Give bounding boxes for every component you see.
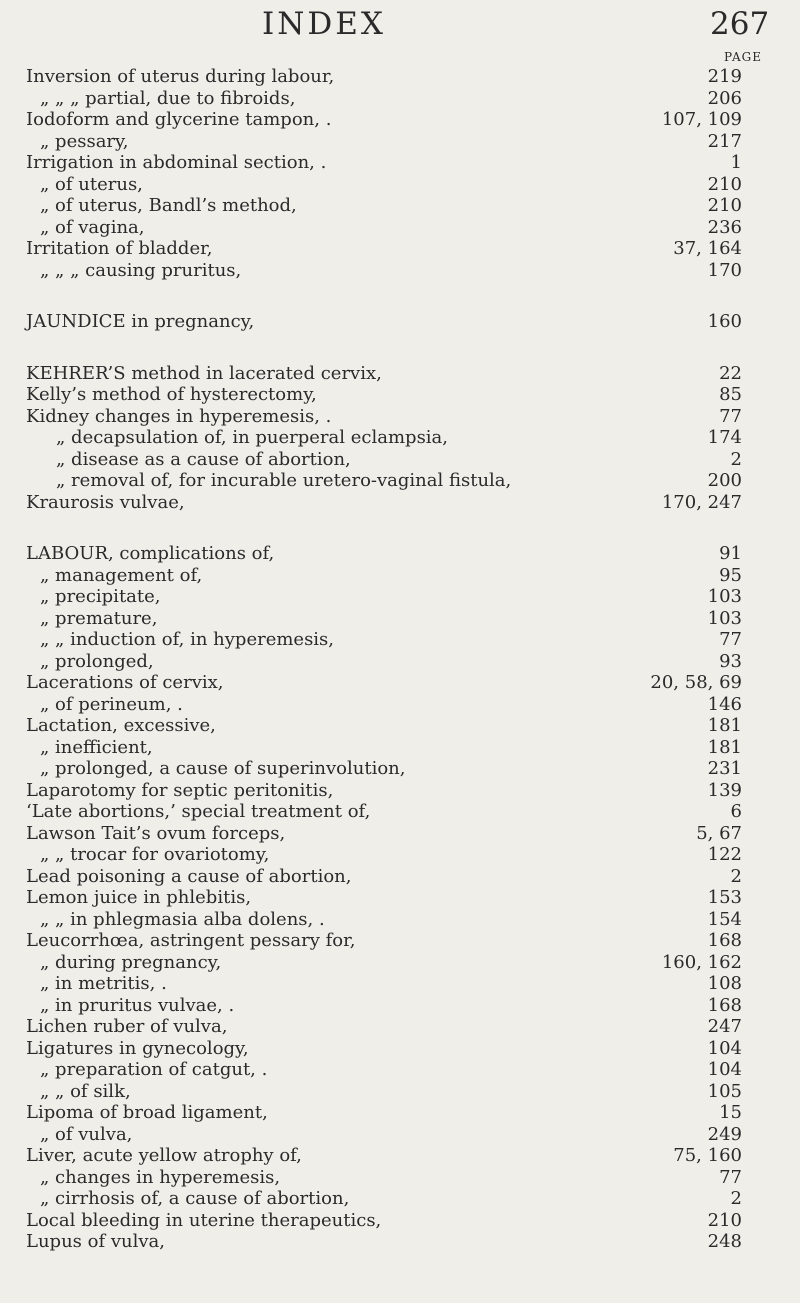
- entry-text: Iodoform and glycerine tampon, .: [26, 109, 332, 130]
- index-entry: [0, 470, 800, 492]
- entry-pages: 248: [707, 1231, 742, 1252]
- entry-pages: 15: [719, 1102, 742, 1123]
- page-number: 267: [710, 6, 770, 42]
- index-entry: [0, 492, 800, 514]
- entry-text: Kraurosis vulvae,: [26, 491, 185, 513]
- index-entry: [0, 1038, 800, 1060]
- entry-text: Local bleeding in uterine therapeutics,: [26, 1209, 382, 1231]
- entry-pages: 139: [707, 779, 742, 801]
- index-entry: [0, 109, 800, 131]
- entry-pages: 2: [730, 448, 742, 470]
- entry-pages: 93: [719, 650, 742, 672]
- index-entry: [0, 823, 800, 845]
- entry-pages: 5, 67: [696, 822, 742, 844]
- index-entry: [0, 1102, 800, 1124]
- entry-pages: 217: [707, 130, 742, 152]
- index-entry: [0, 88, 800, 110]
- index-list: [0, 66, 800, 1253]
- entry-text: „ pessary,: [40, 130, 129, 152]
- index-entry: [0, 1188, 800, 1210]
- entry-text: „ of uterus,: [40, 173, 143, 195]
- entry-pages: 77: [719, 1166, 742, 1188]
- index-entry: [0, 694, 800, 716]
- index-entry: [0, 952, 800, 974]
- index-entry: [0, 195, 800, 217]
- entry-text: Liver, acute yellow atrophy of,: [26, 1145, 302, 1166]
- index-entry: [0, 909, 800, 931]
- entry-text: LABOUR, complications of,: [26, 543, 275, 564]
- entry-text: Ligatures in gynecology,: [26, 1037, 249, 1059]
- entry-pages: 206: [707, 87, 742, 109]
- entry-pages: 105: [707, 1080, 742, 1102]
- index-entry: [0, 565, 800, 587]
- entry-pages: 1: [730, 152, 742, 173]
- entry-pages: 153: [707, 887, 742, 908]
- entry-pages: 160: [707, 311, 742, 332]
- entry-pages: 210: [707, 195, 742, 216]
- index-entry: [0, 1124, 800, 1146]
- index-entry: [0, 672, 800, 694]
- index-entry: [0, 543, 800, 565]
- section-gap: [0, 333, 800, 363]
- entry-pages: 170: [707, 259, 742, 281]
- entry-pages: 249: [707, 1123, 742, 1145]
- entry-text: Lemon juice in phlebitis,: [26, 887, 252, 908]
- entry-pages: 174: [707, 427, 742, 448]
- entry-text: Laparotomy for septic peritonitis,: [26, 779, 334, 801]
- entry-text: „ changes in hyperemesis,: [40, 1166, 281, 1188]
- entry-text: „ cirrhosis of, a cause of abortion,: [40, 1188, 350, 1209]
- index-entry: [0, 238, 800, 260]
- page-title: INDEX: [262, 6, 386, 42]
- entry-pages: 210: [707, 173, 742, 195]
- entry-text: „ prolonged,: [40, 650, 154, 672]
- index-entry: [0, 608, 800, 630]
- index-entry: [0, 866, 800, 888]
- entry-pages: 146: [707, 693, 742, 715]
- entry-pages: 160, 162: [661, 951, 742, 973]
- entry-pages: 20, 58, 69: [650, 672, 742, 693]
- entry-text: Leucorrhœa, astringent pessary for,: [26, 930, 356, 951]
- entry-text: „ „ in phlegmasia alba dolens, .: [40, 908, 325, 930]
- entry-pages: 210: [707, 1209, 742, 1231]
- entry-text: „ prolonged, a cause of superinvolution,: [40, 758, 406, 779]
- index-entry: [0, 995, 800, 1017]
- page-column-label: PAGE: [724, 50, 762, 64]
- entry-pages: 122: [707, 844, 742, 865]
- entry-text: Lactation, excessive,: [26, 715, 216, 736]
- entry-text: „ during pregnancy,: [40, 951, 222, 973]
- entry-text: „ inefficient,: [40, 736, 153, 758]
- index-entry: [0, 715, 800, 737]
- entry-text: Irritation of bladder,: [26, 238, 213, 259]
- index-entry: [0, 427, 800, 449]
- entry-pages: 168: [707, 994, 742, 1016]
- entry-pages: 104: [707, 1037, 742, 1059]
- index-entry: [0, 363, 800, 385]
- index-entry: [0, 1081, 800, 1103]
- entry-text: „ „ „ partial, due to fibroids,: [40, 87, 296, 109]
- entry-text: Kelly’s method of hysterectomy,: [26, 384, 317, 405]
- index-entry: [0, 131, 800, 153]
- entry-text: „ „ induction of, in hyperemesis,: [40, 629, 335, 650]
- index-entry: [0, 1059, 800, 1081]
- entry-text: Inversion of uterus during labour,: [26, 66, 335, 87]
- index-entry: [0, 586, 800, 608]
- entry-pages: 75, 160: [673, 1145, 742, 1166]
- entry-pages: 37, 164: [673, 238, 742, 259]
- index-entry: [0, 217, 800, 239]
- entry-pages: 91: [719, 543, 742, 564]
- index-entry: [0, 260, 800, 282]
- entry-text: Lupus of vulva,: [26, 1231, 165, 1252]
- entry-pages: 2: [730, 1188, 742, 1209]
- entry-text: „ in metritis, .: [40, 973, 167, 994]
- index-entry: [0, 174, 800, 196]
- entry-text: Lipoma of broad ligament,: [26, 1102, 268, 1123]
- entry-text: Lichen ruber of vulva,: [26, 1016, 228, 1037]
- entry-pages: 181: [707, 736, 742, 758]
- index-entry: [0, 384, 800, 406]
- entry-text: „ precipitate,: [40, 586, 161, 607]
- index-entry: [0, 844, 800, 866]
- entry-pages: 22: [719, 362, 742, 384]
- index-entry: [0, 887, 800, 909]
- entry-pages: 6: [730, 801, 742, 822]
- entry-text: „ preparation of catgut, .: [40, 1059, 268, 1080]
- entry-pages: 200: [707, 470, 742, 491]
- entry-text: „ removal of, for incurable uretero-vaginal fistula,: [56, 470, 512, 491]
- entry-pages: 170, 247: [661, 491, 742, 513]
- entry-text: „ disease as a cause of abortion,: [56, 448, 351, 470]
- entry-text: ‘Late abortions,’ special treatment of,: [26, 801, 371, 822]
- entry-pages: 107, 109: [661, 109, 742, 130]
- entry-text: „ in pruritus vulvae, .: [40, 994, 235, 1016]
- entry-text: Irrigation in abdominal section, .: [26, 152, 327, 173]
- entry-pages: 154: [707, 908, 742, 930]
- index-entry: [0, 1167, 800, 1189]
- entry-text: „ management of,: [40, 564, 203, 586]
- entry-text: Lacerations of cervix,: [26, 672, 224, 693]
- index-entry: [0, 311, 800, 333]
- index-entry: [0, 973, 800, 995]
- index-entry: [0, 651, 800, 673]
- section-gap: [0, 513, 800, 543]
- index-entry: [0, 737, 800, 759]
- index-entry: [0, 152, 800, 174]
- entry-pages: 2: [730, 865, 742, 887]
- entry-text: „ of uterus, Bandl’s method,: [40, 195, 297, 216]
- index-entry: [0, 1016, 800, 1038]
- index-entry: [0, 629, 800, 651]
- entry-text: „ „ of silk,: [40, 1080, 131, 1102]
- index-entry: [0, 1231, 800, 1253]
- entry-text: „ of vulva,: [40, 1123, 133, 1145]
- entry-pages: 219: [707, 66, 742, 87]
- entry-text: „ „ „ causing pruritus,: [40, 259, 242, 281]
- entry-pages: 108: [707, 973, 742, 994]
- entry-pages: 104: [707, 1059, 742, 1080]
- index-entry: [0, 930, 800, 952]
- entry-text: „ „ trocar for ovariotomy,: [40, 844, 270, 865]
- entry-pages: 85: [719, 384, 742, 405]
- entry-pages: 103: [707, 607, 742, 629]
- index-entry: [0, 1145, 800, 1167]
- entry-text: Lawson Tait’s ovum forceps,: [26, 822, 286, 844]
- entry-text: JAUNDICE in pregnancy,: [26, 311, 255, 332]
- entry-text: „ of perineum, .: [40, 693, 183, 715]
- entry-pages: 77: [719, 629, 742, 650]
- entry-pages: 236: [707, 216, 742, 238]
- entry-pages: 181: [707, 715, 742, 736]
- entry-text: „ premature,: [40, 607, 158, 629]
- section-gap: [0, 281, 800, 311]
- index-entry: [0, 66, 800, 88]
- entry-text: Kidney changes in hyperemesis, .: [26, 405, 332, 427]
- entry-pages: 77: [719, 405, 742, 427]
- entry-pages: 95: [719, 564, 742, 586]
- entry-text: Lead poisoning a cause of abortion,: [26, 865, 352, 887]
- entry-pages: 103: [707, 586, 742, 607]
- entry-text: „ of vagina,: [40, 216, 145, 238]
- index-entry: [0, 801, 800, 823]
- index-entry: [0, 758, 800, 780]
- page-header: [0, 0, 800, 64]
- entry-pages: 231: [707, 758, 742, 779]
- entry-text: KEHRER’S method in lacerated cervix,: [26, 362, 382, 384]
- index-entry: [0, 449, 800, 471]
- index-entry: [0, 780, 800, 802]
- entry-text: „ decapsulation of, in puerperal eclampsia,: [56, 427, 449, 448]
- entry-pages: 247: [707, 1016, 742, 1037]
- index-entry: [0, 406, 800, 428]
- index-entry: [0, 1210, 800, 1232]
- entry-pages: 168: [707, 930, 742, 951]
